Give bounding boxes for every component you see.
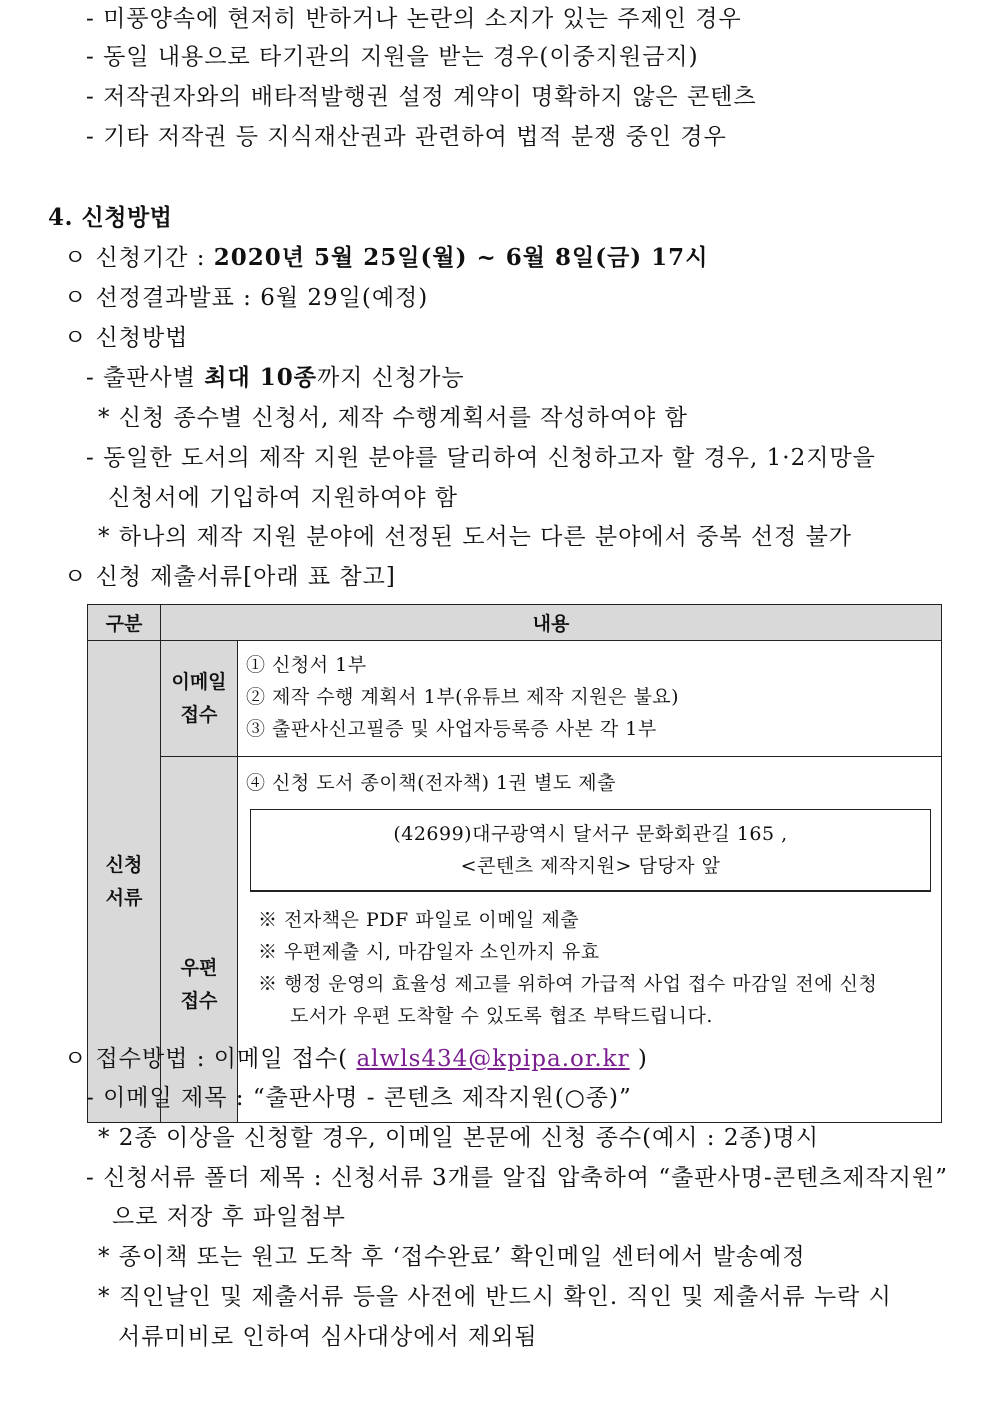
- email-label-line: 이메일: [171, 670, 227, 693]
- address-line: (42699)대구광역시 달서구 문화회관길 165 ,: [393, 823, 788, 845]
- list-item: ② 제작 수행 계획서 1부(유튜브 제작 지원은 불요): [246, 686, 680, 708]
- note: * 종이책 또는 원고 도착 후 ‘접수완료’ 확인메일 센터에서 발송예정: [98, 1244, 806, 1270]
- list-item: ※ 전자책은 PDF 파일로 이메일 제출: [258, 909, 580, 931]
- email-label: [161, 641, 238, 757]
- list-item: - 저작권자와의 배타적발행권 설정 계약이 명확하지 않은 콘텐츠: [86, 84, 757, 110]
- receipt-label: ㅇ 접수방법 : 이메일 접수(: [64, 1046, 357, 1072]
- email-items: [238, 641, 942, 757]
- list-item: - 미풍양속에 현저히 반하거나 논란의 소지가 있는 주제인 경우: [86, 6, 742, 32]
- table-header-category: 구분: [88, 605, 161, 641]
- result-announcement: ㅇ 선정결과발표 : 6월 29일(예정): [64, 285, 429, 311]
- period-value: 2020년 5월 25일(월) ~ 6월 8일(금) 17시: [213, 244, 709, 271]
- list-item: - 동일 내용으로 타기관의 지원을 받는 경우(이중지원금지): [86, 44, 699, 70]
- note-cont: 서류미비로 인하여 심사대상에서 제외됨: [118, 1324, 538, 1350]
- email-label-line: 접수: [180, 703, 218, 726]
- table-header-content: 내용: [161, 605, 942, 641]
- method-heading: ㅇ 신청방법: [64, 325, 189, 351]
- list-item: ① 신청서 1부: [246, 654, 367, 676]
- folder-title: - 신청서류 폴더 제목 : 신청서류 3개를 알집 압축하여 “출판사명-콘텐츠제작지원”: [86, 1165, 948, 1191]
- max-pre: - 출판사별: [86, 365, 205, 391]
- same-book-rule: - 동일한 도서의 제작 지원 분야를 달리하여 신청하고자 할 경우, 1·2지망을: [86, 445, 876, 471]
- list-item: - 기타 저작권 등 지식재산권과 관련하여 법적 분쟁 중인 경우: [86, 124, 727, 150]
- same-book-rule-cont: 신청서에 기입하여 지원하여야 함: [108, 485, 458, 511]
- group-label-line: 신청: [105, 853, 143, 876]
- group-label-line: 서류: [105, 886, 143, 909]
- note: * 2종 이상을 신청할 경우, 이메일 본문에 신청 종수(예시 : 2종)명시: [98, 1125, 820, 1151]
- folder-title-cont: 으로 저장 후 파일첨부: [112, 1204, 346, 1230]
- period-label: ㅇ 신청기간 :: [64, 245, 214, 271]
- address-line: <콘텐츠 제작지원> 담당자 앞: [460, 855, 721, 877]
- receipt-close: ): [629, 1046, 648, 1072]
- receipt-method: [64, 1040, 648, 1073]
- email-link[interactable]: alwls434@kpipa.or.kr: [356, 1046, 630, 1072]
- post-label-line: 우편: [180, 956, 218, 979]
- list-item: ③ 출판사신고필증 및 사업자등록증 사본 각 1부: [246, 718, 657, 740]
- max-application: [86, 359, 465, 392]
- note: * 직인날인 및 제출서류 등을 사전에 반드시 확인. 직인 및 제출서류 누락 시: [98, 1284, 892, 1310]
- max-post: 까지 신청가능: [316, 365, 465, 391]
- list-item: ④ 신청 도서 종이책(전자책) 1권 별도 제출: [246, 772, 616, 794]
- section-title: 4. 신청방법: [48, 204, 173, 231]
- list-item: ※ 우편제출 시, 마감일자 소인까지 유효: [258, 941, 600, 963]
- docs-heading: ㅇ 신청 제출서류[아래 표 참고]: [64, 564, 396, 590]
- application-period: [64, 239, 708, 272]
- max-bold: 최대 10종: [204, 364, 317, 391]
- list-item-cont: 도서가 우편 도착할 수 있도록 협조 부탁드립니다.: [290, 1005, 713, 1027]
- list-item: ※ 행정 운영의 효율성 제고를 위하여 가급적 사업 접수 마감일 전에 신청: [258, 973, 878, 995]
- address-box: [250, 809, 931, 892]
- note: * 하나의 제작 지원 분야에 선정된 도서는 다른 분야에서 중복 선정 불가: [98, 524, 853, 550]
- note: * 신청 종수별 신청서, 제작 수행계획서를 작성하여야 함: [98, 405, 688, 431]
- email-subject: - 이메일 제목 : “출판사명 - 콘텐츠 제작지원(○종)”: [86, 1085, 632, 1111]
- post-label-line: 접수: [180, 989, 218, 1012]
